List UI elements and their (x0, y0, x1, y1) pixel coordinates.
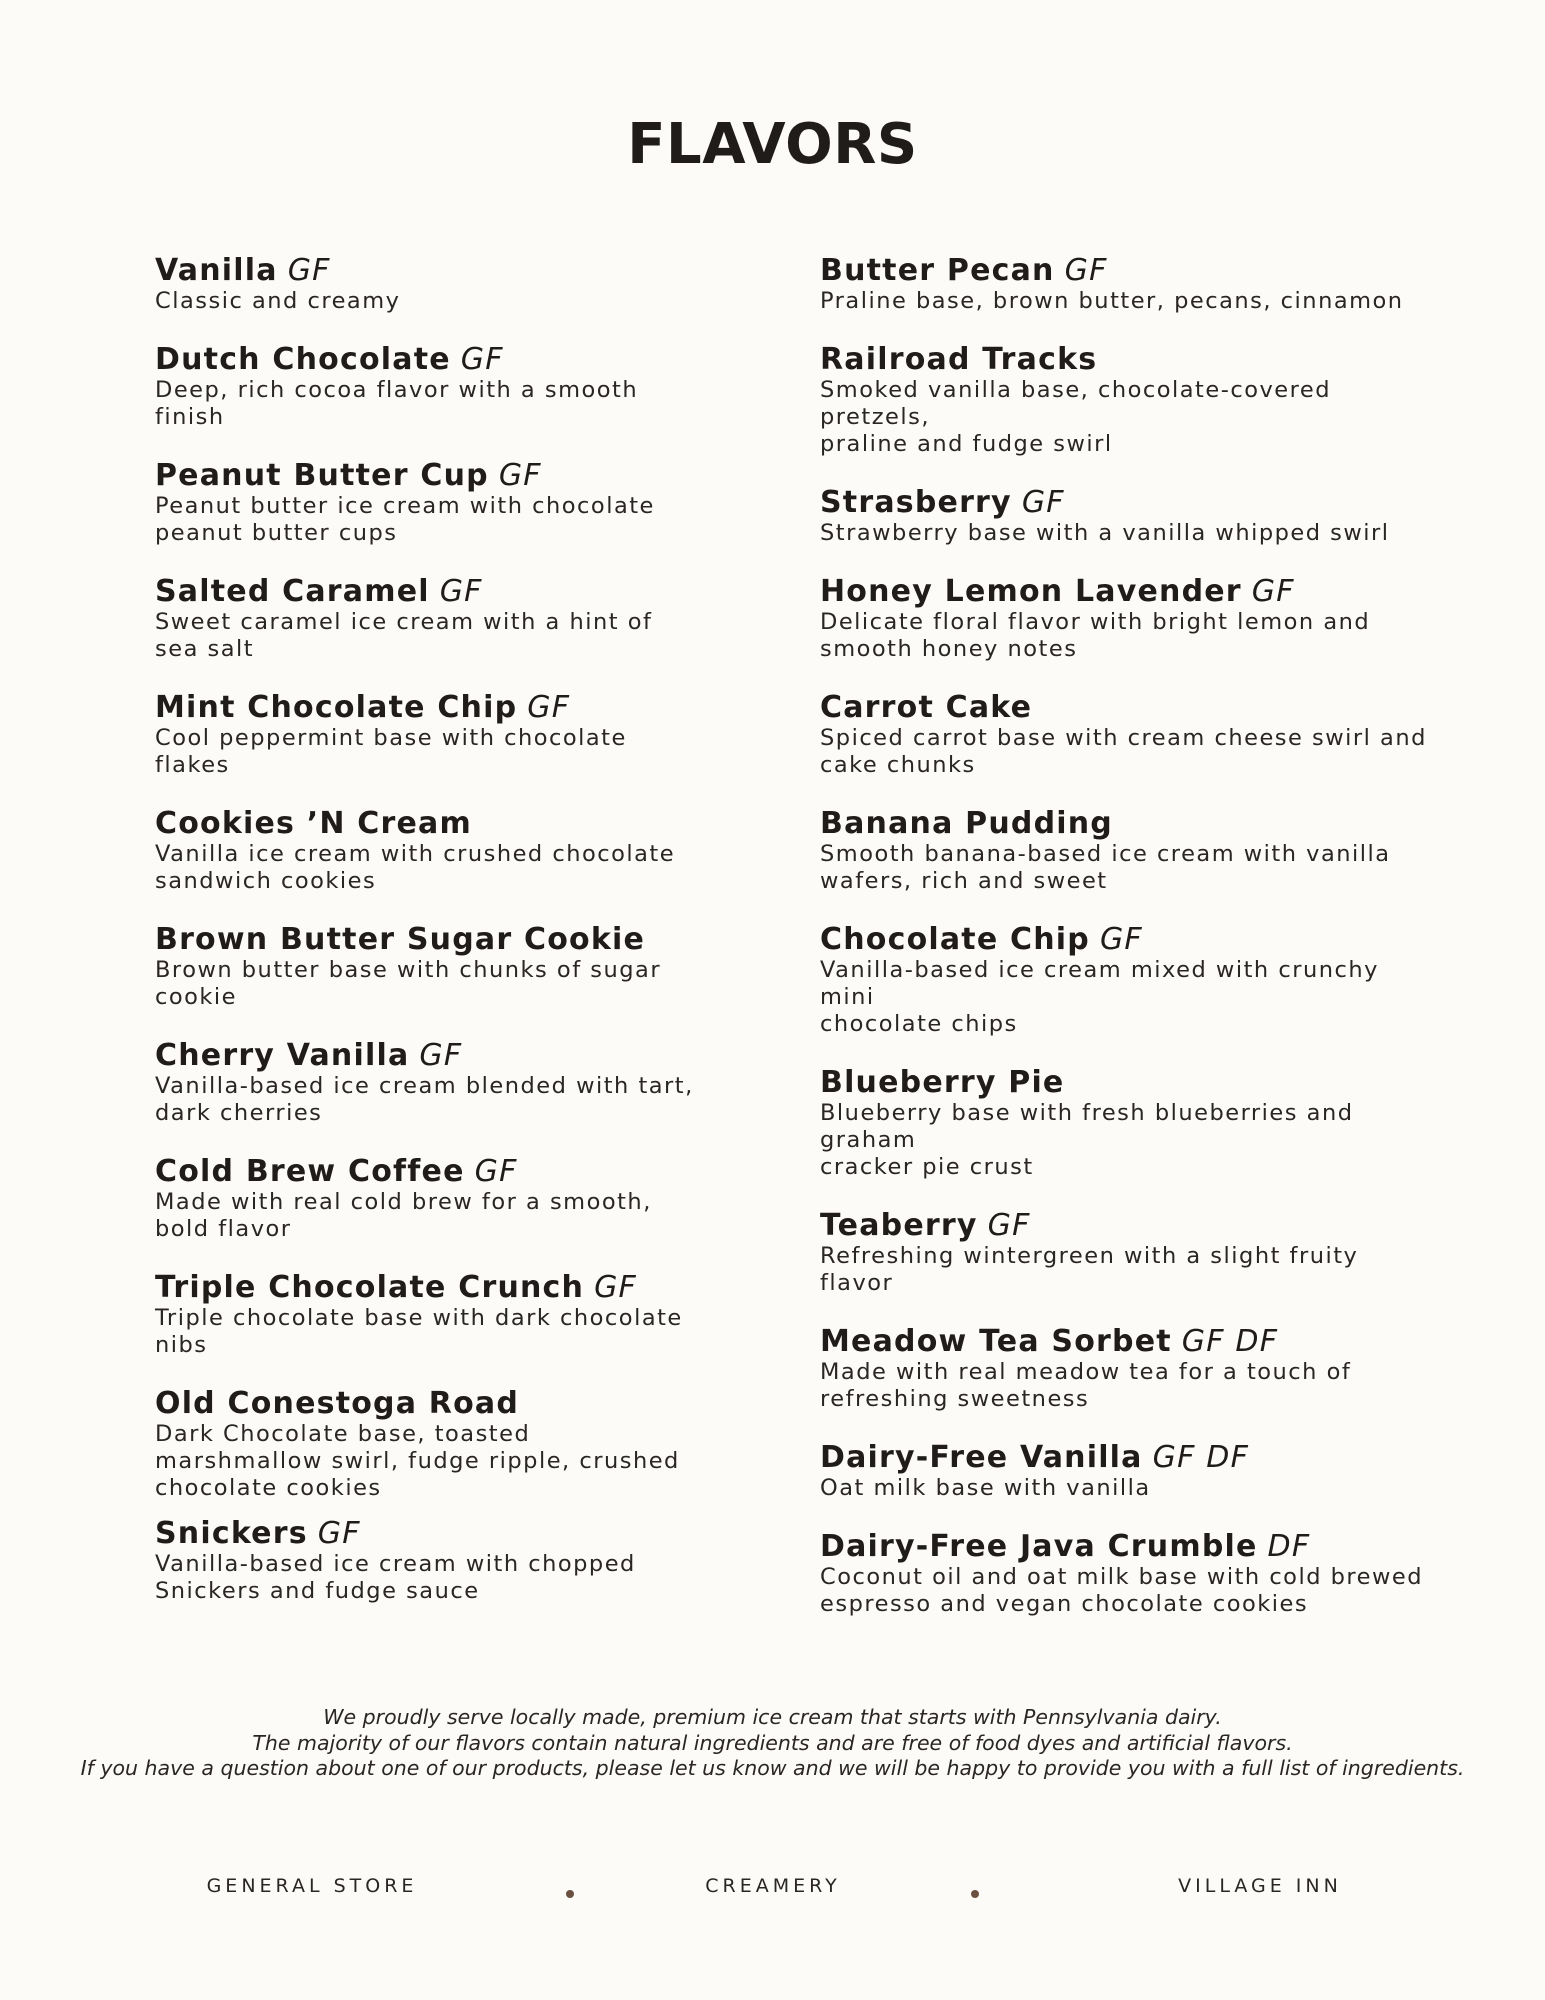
footer-note-line: We proudly serve locally made, premium ice cream that starts with Pennsylvania dairy. (323, 1705, 1222, 1729)
flavor-name: Teaberry (820, 1208, 978, 1243)
flavor-item (820, 1440, 1440, 1502)
flavor-description (820, 377, 1440, 458)
flavor-description-line: Classic and creamy (155, 288, 401, 314)
dietary-tags: GF DF (1152, 1440, 1250, 1475)
flavor-name: Triple Chocolate Crunch (155, 1270, 585, 1305)
flavor-name: Dairy-Free Vanilla (820, 1440, 1143, 1475)
dietary-tags: GF (1064, 253, 1108, 288)
flavor-heading (820, 1324, 1440, 1360)
flavor-item (820, 574, 1440, 663)
flavor-description-line: Strawberry base with a vanilla whipped swirl (820, 520, 1390, 546)
flavor-description-line: sandwich cookies (155, 868, 377, 894)
flavor-heading (155, 690, 715, 726)
flavor-item (155, 1516, 715, 1605)
flavor-description-line: Dark Chocolate base, toasted (155, 1421, 531, 1447)
flavor-name: Strasberry (820, 485, 1012, 520)
flavor-description-line: cake chunks (820, 752, 976, 778)
flavor-heading (155, 806, 715, 842)
flavor-description-line: wafers, rich and sweet (820, 868, 1108, 894)
flavor-description-line: Brown butter base with chunks of sugar (155, 957, 662, 983)
flavor-description-line: refreshing sweetness (820, 1386, 1090, 1412)
flavor-description (820, 288, 1440, 315)
flavor-name: Honey Lemon Lavender (820, 574, 1242, 609)
flavor-description (820, 1564, 1440, 1618)
flavor-description (820, 520, 1440, 547)
dietary-tags: GF (527, 690, 571, 725)
flavor-description-line: Cool peppermint base with chocolate (155, 725, 627, 751)
footer-note (0, 1705, 1545, 1782)
flavor-item (155, 342, 715, 431)
flavor-item (820, 485, 1440, 547)
flavor-item (155, 574, 715, 663)
flavor-name: Vanilla (155, 253, 278, 288)
brand-general-store: GENERAL STORE (206, 1875, 418, 1897)
flavor-description (820, 957, 1440, 1038)
flavor-name: Old Conestoga Road (155, 1386, 520, 1421)
flavor-item (820, 922, 1440, 1038)
flavor-item (155, 1270, 715, 1359)
dietary-tags: GF (1251, 574, 1295, 609)
flavor-item (820, 1324, 1440, 1413)
flavor-name: Dairy-Free Java Crumble (820, 1529, 1258, 1564)
flavor-item (820, 1529, 1440, 1618)
flavor-description-line: Refreshing wintergreen with a slight fruity flavor (820, 1243, 1359, 1296)
flavor-description-line: praline and fudge swirl (820, 431, 1113, 457)
flavor-item (820, 1065, 1440, 1181)
dietary-tags: GF (987, 1208, 1031, 1243)
brand-village-inn: VILLAGE INN (1178, 1875, 1342, 1897)
flavor-description (155, 609, 715, 663)
flavor-heading (820, 806, 1440, 842)
flavor-description (155, 1551, 715, 1605)
separator-dot-icon (566, 1890, 574, 1898)
dietary-tags: GF (419, 1038, 463, 1073)
flavor-item (155, 690, 715, 779)
flavor-name: Peanut Butter Cup (155, 458, 489, 493)
flavor-item (820, 342, 1440, 458)
flavor-description-line: nibs (155, 1332, 208, 1358)
flavor-heading (155, 574, 715, 610)
flavor-heading (155, 1038, 715, 1074)
flavor-name: Chocolate Chip (820, 922, 1090, 957)
flavor-description (820, 1243, 1440, 1297)
flavor-name: Salted Caramel (155, 574, 430, 609)
flavor-heading (820, 922, 1440, 958)
flavor-name: Mint Chocolate Chip (155, 690, 518, 725)
dietary-tags: GF (474, 1154, 518, 1189)
flavor-description-line: marshmallow swirl, fudge ripple, crushed (155, 1448, 680, 1474)
brand-row (0, 1875, 1545, 1905)
flavor-description-line: smooth honey notes (820, 636, 1078, 662)
flavor-description-line: Snickers and fudge sauce (155, 1578, 480, 1604)
flavor-name: Cherry Vanilla (155, 1038, 410, 1073)
flavor-description (155, 493, 715, 547)
flavor-description-line: dark cherries (155, 1100, 323, 1126)
flavor-description-line: Made with real meadow tea for a touch of (820, 1359, 1352, 1385)
flavor-description-line: cookie (155, 984, 238, 1010)
dietary-tags: DF (1267, 1529, 1311, 1564)
dietary-tags: GF (439, 574, 483, 609)
flavor-description-line: chocolate chips (820, 1011, 1018, 1037)
flavor-item (820, 690, 1440, 779)
flavor-description (155, 288, 715, 315)
flavor-description-line: peanut butter cups (155, 520, 398, 546)
flavor-list-left (155, 253, 715, 1605)
flavor-description-line: Oat milk base with vanilla (820, 1475, 1151, 1501)
flavor-name: Cold Brew Coffee (155, 1154, 465, 1189)
flavor-list-right (820, 253, 1440, 1618)
flavor-description-line: Praline base, brown butter, pecans, cinnamon (820, 288, 1404, 314)
flavor-name: Carrot Cake (820, 690, 1033, 725)
flavor-description-line: Blueberry base with fresh blueberries and graham (820, 1100, 1354, 1153)
flavor-name: Blueberry Pie (820, 1065, 1065, 1100)
flavor-item (155, 922, 715, 1011)
flavor-description (155, 377, 715, 431)
flavor-description-line: Smoked vanilla base, chocolate-covered pretzels, (820, 377, 1331, 430)
flavor-heading (155, 1516, 715, 1552)
flavor-description (820, 1359, 1440, 1413)
flavor-description (155, 841, 715, 895)
flavor-item (155, 458, 715, 547)
flavor-item (155, 806, 715, 895)
separator-dot-icon (971, 1890, 979, 1898)
flavor-description-line: bold flavor (155, 1216, 292, 1242)
flavor-heading (820, 690, 1440, 726)
flavor-description-line: chocolate cookies (155, 1475, 382, 1501)
flavor-description (155, 725, 715, 779)
dietary-tags: GF (594, 1270, 638, 1305)
flavor-heading (820, 253, 1440, 289)
dietary-tags: GF (287, 253, 331, 288)
flavor-description-line: sea salt (155, 636, 255, 662)
flavor-heading (155, 342, 715, 378)
flavor-name: Dutch Chocolate (155, 342, 451, 377)
flavor-description (820, 1475, 1440, 1502)
flavor-heading (820, 1529, 1440, 1565)
dietary-tags: GF (1021, 485, 1065, 520)
footer-note-line: The majority of our flavors contain natural ingredients and are free of food dyes and artificial flavors. (252, 1730, 1293, 1755)
flavor-item (155, 253, 715, 315)
flavor-name: Meadow Tea Sorbet (820, 1324, 1172, 1359)
page-title: FLAVORS (627, 112, 918, 177)
flavor-description-line: Vanilla-based ice cream blended with tart, (155, 1073, 694, 1099)
flavor-heading (155, 1270, 715, 1306)
flavor-description (820, 609, 1440, 663)
flavor-description (820, 841, 1440, 895)
flavor-name: Snickers (155, 1516, 308, 1551)
flavor-heading (820, 1440, 1440, 1476)
flavor-heading (820, 342, 1440, 378)
flavor-heading (155, 458, 715, 494)
flavor-heading (155, 1386, 715, 1422)
flavor-description (155, 1189, 715, 1243)
flavor-heading (820, 1208, 1440, 1244)
brand-creamery: CREAMERY (705, 1875, 841, 1897)
flavor-description (155, 957, 715, 1011)
dietary-tags: GF (317, 1516, 361, 1551)
flavor-heading (820, 485, 1440, 521)
flavor-description-line: Vanilla ice cream with crushed chocolate (155, 841, 676, 867)
dietary-tags: GF DF (1181, 1324, 1279, 1359)
flavor-description (820, 725, 1440, 779)
flavor-heading (820, 574, 1440, 610)
flavor-item (155, 1038, 715, 1127)
dietary-tags: GF (1099, 922, 1143, 957)
flavor-description-line: Delicate floral flavor with bright lemon and (820, 609, 1371, 635)
flavor-heading (155, 253, 715, 289)
dietary-tags: GF (498, 458, 542, 493)
flavor-heading (155, 1154, 715, 1190)
flavor-name: Cookies ’N Cream (155, 806, 472, 841)
flavor-description-line: Made with real cold brew for a smooth, (155, 1189, 652, 1215)
flavor-item (820, 253, 1440, 315)
flavor-description-line: Vanilla-based ice cream mixed with crunchy mini (820, 957, 1379, 1010)
flavor-description-line: Peanut butter ice cream with chocolate (155, 493, 655, 519)
flavor-description-line: Coconut oil and oat milk base with cold brewed (820, 1564, 1424, 1590)
flavor-description-line: finish (155, 404, 225, 430)
flavor-name: Railroad Tracks (820, 342, 1098, 377)
flavor-item (820, 806, 1440, 895)
flavor-description-line: Sweet caramel ice cream with a hint of (155, 609, 653, 635)
flavor-description-line: Smooth banana-based ice cream with vanilla (820, 841, 1391, 867)
flavor-description-line: Deep, rich cocoa flavor with a smooth (155, 377, 639, 403)
flavor-heading (155, 922, 715, 958)
flavor-item (155, 1386, 715, 1502)
flavor-item (820, 1208, 1440, 1297)
footer-note-line: If you have a question about one of our products, please let us know and we will be happy to provide you with a full list of ingredients. (80, 1756, 1465, 1780)
flavor-name: Banana Pudding (820, 806, 1113, 841)
flavor-description (155, 1421, 715, 1502)
flavor-description (155, 1305, 715, 1359)
flavor-description-line: Spiced carrot base with cream cheese swirl and (820, 725, 1427, 751)
flavor-name: Brown Butter Sugar Cookie (155, 922, 646, 957)
flavor-heading (820, 1065, 1440, 1101)
flavor-item (155, 1154, 715, 1243)
flavor-name: Butter Pecan (820, 253, 1055, 288)
flavor-description (820, 1100, 1440, 1181)
flavor-description-line: Triple chocolate base with dark chocolate (155, 1305, 683, 1331)
flavor-description-line: flakes (155, 752, 230, 778)
dietary-tags: GF (460, 342, 504, 377)
flavor-description-line: cracker pie crust (820, 1154, 1034, 1180)
flavor-description (155, 1073, 715, 1127)
flavor-description-line: Vanilla-based ice cream with chopped (155, 1551, 636, 1577)
flavor-description-line: espresso and vegan chocolate cookies (820, 1591, 1309, 1617)
